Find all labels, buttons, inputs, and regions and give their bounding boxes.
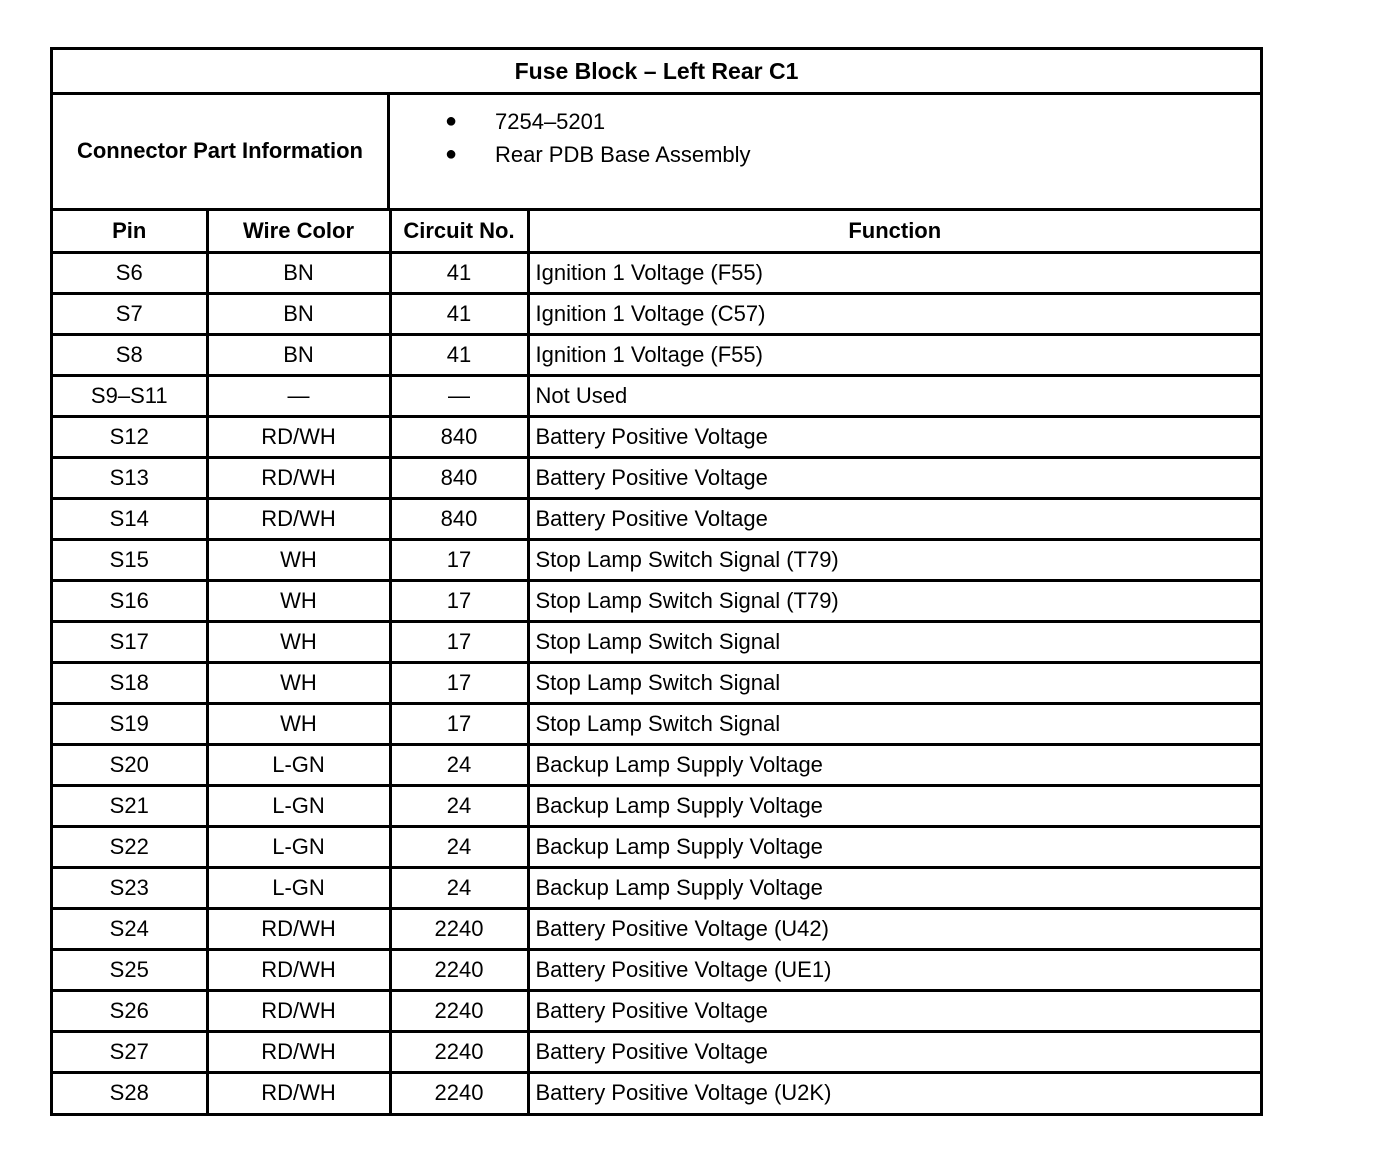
wire-color-cell: L-GN [207,744,390,785]
pin-cell: S27 [53,1031,207,1072]
pin-cell: S21 [53,785,207,826]
wire-color-cell: RD/WH [207,416,390,457]
table-row [53,621,1260,662]
wire-color-cell: RD/WH [207,1031,390,1072]
pin-cell: S6 [53,252,207,293]
function-cell: Stop Lamp Switch Signal [528,662,1260,703]
function-cell: Stop Lamp Switch Signal (T79) [528,580,1260,621]
wire-color-cell: WH [207,703,390,744]
circuit-cell: — [390,375,528,416]
table-row [53,1072,1260,1113]
circuit-cell: 41 [390,334,528,375]
table-row [53,1031,1260,1072]
pin-cell: S17 [53,621,207,662]
circuit-cell: 17 [390,539,528,580]
wire-color-cell: RD/WH [207,949,390,990]
wire-color-cell: WH [207,539,390,580]
pin-cell: S16 [53,580,207,621]
connector-info-label: Connector Part Information [53,95,390,208]
pin-cell: S13 [53,457,207,498]
wire-color-cell: WH [207,621,390,662]
pin-cell: S8 [53,334,207,375]
circuit-cell: 17 [390,662,528,703]
wire-color-cell: RD/WH [207,908,390,949]
pin-cell: S9–S11 [53,375,207,416]
function-cell: Battery Positive Voltage (U2K) [535,1080,832,1106]
wire-color-cell: BN [207,334,390,375]
wire-color-cell: RD/WH [207,1072,390,1113]
circuit-cell: 2240 [390,1072,528,1113]
table-row [53,703,1260,744]
bullet-icon: ● [445,143,458,165]
table-row [53,580,1260,621]
pin-cell: S24 [53,908,207,949]
function-cell: Battery Positive Voltage (UE1) [528,949,1260,990]
function-cell: Battery Positive Voltage [528,457,1260,498]
header-circuit: Circuit No. [390,211,528,252]
pin-cell: S12 [53,416,207,457]
circuit-cell: 2240 [390,949,528,990]
function-cell: Backup Lamp Supply Voltage [528,785,1260,826]
circuit-cell: 17 [390,703,528,744]
circuit-cell: 840 [390,457,528,498]
wire-color-cell: BN [207,293,390,334]
table-title: Fuse Block – Left Rear C1 [53,50,1260,95]
circuit-cell: 41 [390,293,528,334]
function-cell: Battery Positive Voltage (U42) [528,908,1260,949]
table-row [53,416,1260,457]
pin-cell: S7 [53,293,207,334]
connector-table [50,47,1263,1116]
function-cell: Battery Positive Voltage [528,1031,1260,1072]
function-cell: Backup Lamp Supply Voltage [528,867,1260,908]
wire-color-cell: BN [207,252,390,293]
circuit-cell: 24 [390,826,528,867]
function-cell: Battery Positive Voltage [528,498,1260,539]
function-cell: Stop Lamp Switch Signal [528,703,1260,744]
function-cell: Battery Positive Voltage [528,990,1260,1031]
function-cell: Backup Lamp Supply Voltage [528,744,1260,785]
connector-part-number: 7254–5201 [495,108,606,134]
table-row [53,252,1260,293]
table-row [53,826,1260,867]
pin-cell: S20 [53,744,207,785]
pin-cell: S28 [53,1072,207,1113]
function-cell: Not Used [528,375,1260,416]
circuit-cell: 2240 [390,1031,528,1072]
circuit-cell: 24 [390,744,528,785]
wire-color-cell: L-GN [207,826,390,867]
wire-color-cell: L-GN [207,785,390,826]
table-row [53,908,1260,949]
pin-table [53,211,1260,1113]
function-cell: Ignition 1 Voltage (C57) [528,293,1260,334]
function-cell: Stop Lamp Switch Signal (T79) [528,539,1260,580]
wire-color-cell: RD/WH [207,457,390,498]
wire-color-cell: RD/WH [207,498,390,539]
table-row [53,293,1260,334]
pin-cell: S26 [53,990,207,1031]
wire-color-cell: — [207,375,390,416]
connector-info-item [445,105,1260,138]
connector-info-list [390,95,1260,208]
pin-cell: S14 [53,498,207,539]
wire-color-cell: L-GN [207,867,390,908]
table-row [53,744,1260,785]
pin-cell: S22 [53,826,207,867]
pin-cell: S15 [53,539,207,580]
circuit-cell: 2240 [390,908,528,949]
wire-color-cell: WH [207,662,390,703]
connector-description: Rear PDB Base Assembly [495,141,751,167]
table-row [53,990,1260,1031]
table-row [53,785,1260,826]
table-row [53,949,1260,990]
header-pin: Pin [53,211,207,252]
wire-color-cell: RD/WH [207,990,390,1031]
pin-cell: S19 [53,703,207,744]
circuit-cell: 24 [390,867,528,908]
function-cell: Backup Lamp Supply Voltage [528,826,1260,867]
connector-info-row [53,95,1260,211]
function-cell: Ignition 1 Voltage (F55) [528,334,1260,375]
table-row [53,867,1260,908]
circuit-cell: 41 [390,252,528,293]
pin-cell: S18 [53,662,207,703]
table-row [53,498,1260,539]
table-row [53,375,1260,416]
function-cell: Stop Lamp Switch Signal [528,621,1260,662]
header-row [53,211,1260,252]
pin-cell: S25 [53,949,207,990]
table-row [53,539,1260,580]
table-row [53,457,1260,498]
function-cell: Battery Positive Voltage [528,416,1260,457]
pin-cell: S23 [53,867,207,908]
header-function: Function [528,211,1260,252]
circuit-cell: 24 [390,785,528,826]
circuit-cell: 840 [390,416,528,457]
function-cell: Ignition 1 Voltage (F55) [528,252,1260,293]
circuit-cell: 2240 [390,990,528,1031]
header-wire-color: Wire Color [207,211,390,252]
table-row [53,662,1260,703]
circuit-cell: 840 [390,498,528,539]
table-row [53,334,1260,375]
wire-color-cell: WH [207,580,390,621]
bullet-icon: ● [445,110,458,132]
circuit-cell: 17 [390,580,528,621]
connector-info-item [445,138,1260,171]
circuit-cell: 17 [390,621,528,662]
